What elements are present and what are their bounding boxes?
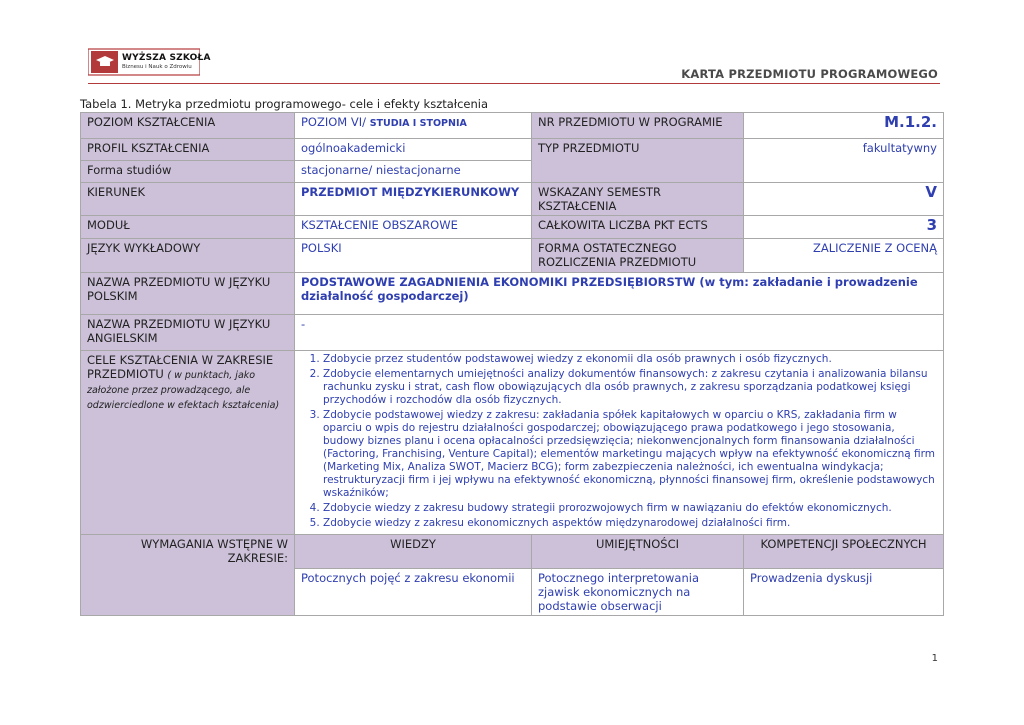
page-number: 1 [931, 653, 938, 664]
requirements-competences: Prowadzenia dyskusji [744, 569, 944, 616]
goal-item: 1. Zdobycie przez studentów podstawowej wiedzy z ekonomii dla osób prawnych i osób fizycznych. [323, 353, 937, 366]
study-form-value: stacjonarne/ niestacjonarne [295, 161, 532, 183]
settlement-label: FORMA OSTATECZNEGO ROZLICZENIA PRZEDMIOTU [532, 239, 744, 273]
course-type-value: fakultatywny [744, 139, 944, 183]
course-type-label: TYP PRZEDMIOTU [532, 139, 744, 183]
level-label: POZIOM KSZTAŁCENIA [81, 113, 295, 139]
language-label: JĘZYK WYKŁADOWY [81, 239, 295, 273]
goal-item: 5. Zdobycie wiedzy z zakresu ekonomicznych aspektów międzynarodowej działalności firm. [323, 517, 937, 530]
requirements-skills: Potocznego interpretowania zjawisk ekonomicznych na podstawie obserwacji [532, 569, 744, 616]
goals-list [301, 353, 937, 530]
goal-item: 4. Zdobycie wiedzy z zakresu budowy strategii prorozwojowych firm w nawiązaniu do efektów ekonomicznych. [323, 502, 937, 515]
module-value: KSZTAŁCENIE OBSZAROWE [295, 216, 532, 239]
semester-value: V [744, 183, 944, 216]
field-label: KIERUNEK [81, 183, 295, 216]
goals-value [295, 351, 944, 535]
goal-item: 3. Zdobycie podstawowej wiedzy z zakresu: zakładania spółek kapitałowych w oparciu o KRS, zakładania firm w oparciu o wpis do rejestru działalności gospodarczej; obowiązującego prawa podatkowego i jego stosowania, budowy biznes planu i ocena opłacalności przedsięwzięcia; niekonwencjonalnych form finansowania działalności (Factoring, Franchising, Venture Capital); elementów marketingu mających wpływ na efektywność ekonomiczną firm (Marketing Mix, Analiza SWOT, Macierz BCG); form zabezpieczenia należności, ich ewentualna windykacja; restrukturyzacji firm i jej wpływu na efektywność ekonomiczną, płynności finansowej firm, określenie podstawowych wskaźników; [323, 409, 937, 500]
requirements-label: WYMAGANIA WSTĘPNE W ZAKRESIE: [81, 535, 295, 616]
goals-label-cell [81, 351, 295, 535]
header-divider [88, 83, 940, 84]
requirements-header-skills: UMIEJĘTNOŚCI [532, 535, 744, 569]
name-pl-value: PODSTAWOWE ZAGADNIENIA EKONOMIKI PRZEDSIĘBIORSTW (w tym: zakładanie i prowadzenie działalność gospodarczej) [295, 273, 944, 315]
ects-value: 3 [744, 216, 944, 239]
requirements-header-knowledge: WIEDZY [295, 535, 532, 569]
name-en-value: - [295, 315, 944, 351]
level-value: POZIOM VI/ STUDIA I STOPNIA [295, 113, 532, 139]
language-value: POLSKI [295, 239, 532, 273]
course-number-label: NR PRZEDMIOTU W PROGRAMIE [532, 113, 744, 139]
requirements-knowledge: Potocznych pojęć z zakresu ekonomii [295, 569, 532, 616]
study-form-label: Forma studiów [81, 161, 295, 183]
course-number-value: M.1.2. [744, 113, 944, 139]
goals-label: CELE KSZTAŁCENIA W ZAKRESIE PRZEDMIOTU [87, 353, 274, 381]
profile-value: ogólnoakademicki [295, 139, 532, 161]
table-caption: Tabela 1. Metryka przedmiotu programowego- cele i efekty kształcenia [80, 97, 488, 111]
goals-note: ( w punktach, jako założone przez prowadzącego, ale odzwierciedlone w efektach kształcenia) [87, 370, 280, 411]
goal-item: 2. Zdobycie elementarnych umiejętności analizy dokumentów finansowych: z zakresu czytania i analizowania bilansu rachunku zysku i strat, cash flow obowiązujących dla osób prawnych, z zakresu sporządzania podatkowej księgi przychodów i rozchodów dla osób fizycznych. [323, 368, 937, 407]
field-value: PRZEDMIOT MIĘDZYKIERUNKOWY [295, 183, 532, 216]
semester-label: WSKAZANY SEMESTR KSZTAŁCENIA [532, 183, 744, 216]
logo-line1: WYŻSZA SZKOŁA [122, 53, 211, 63]
requirements-header-competences: KOMPETENCJI SPOŁECZNYCH [744, 535, 944, 569]
settlement-value: ZALICZENIE Z OCENĄ [744, 239, 944, 273]
name-pl-label: NAZWA PRZEDMIOTU W JĘZYKU POLSKIM [81, 273, 295, 315]
module-label: MODUŁ [81, 216, 295, 239]
course-metadata-table [80, 112, 944, 616]
logo-line2: Biznesu i Nauk o Zdrowiu [122, 64, 192, 70]
ects-label: CAŁKOWITA LICZBA PKT ECTS [532, 216, 744, 239]
profile-label: PROFIL KSZTAŁCENIA [81, 139, 295, 161]
name-en-label: NAZWA PRZEDMIOTU W JĘZYKU ANGIELSKIM [81, 315, 295, 351]
document-title: KARTA PRZEDMIOTU PROGRAMOWEGO [681, 67, 938, 81]
